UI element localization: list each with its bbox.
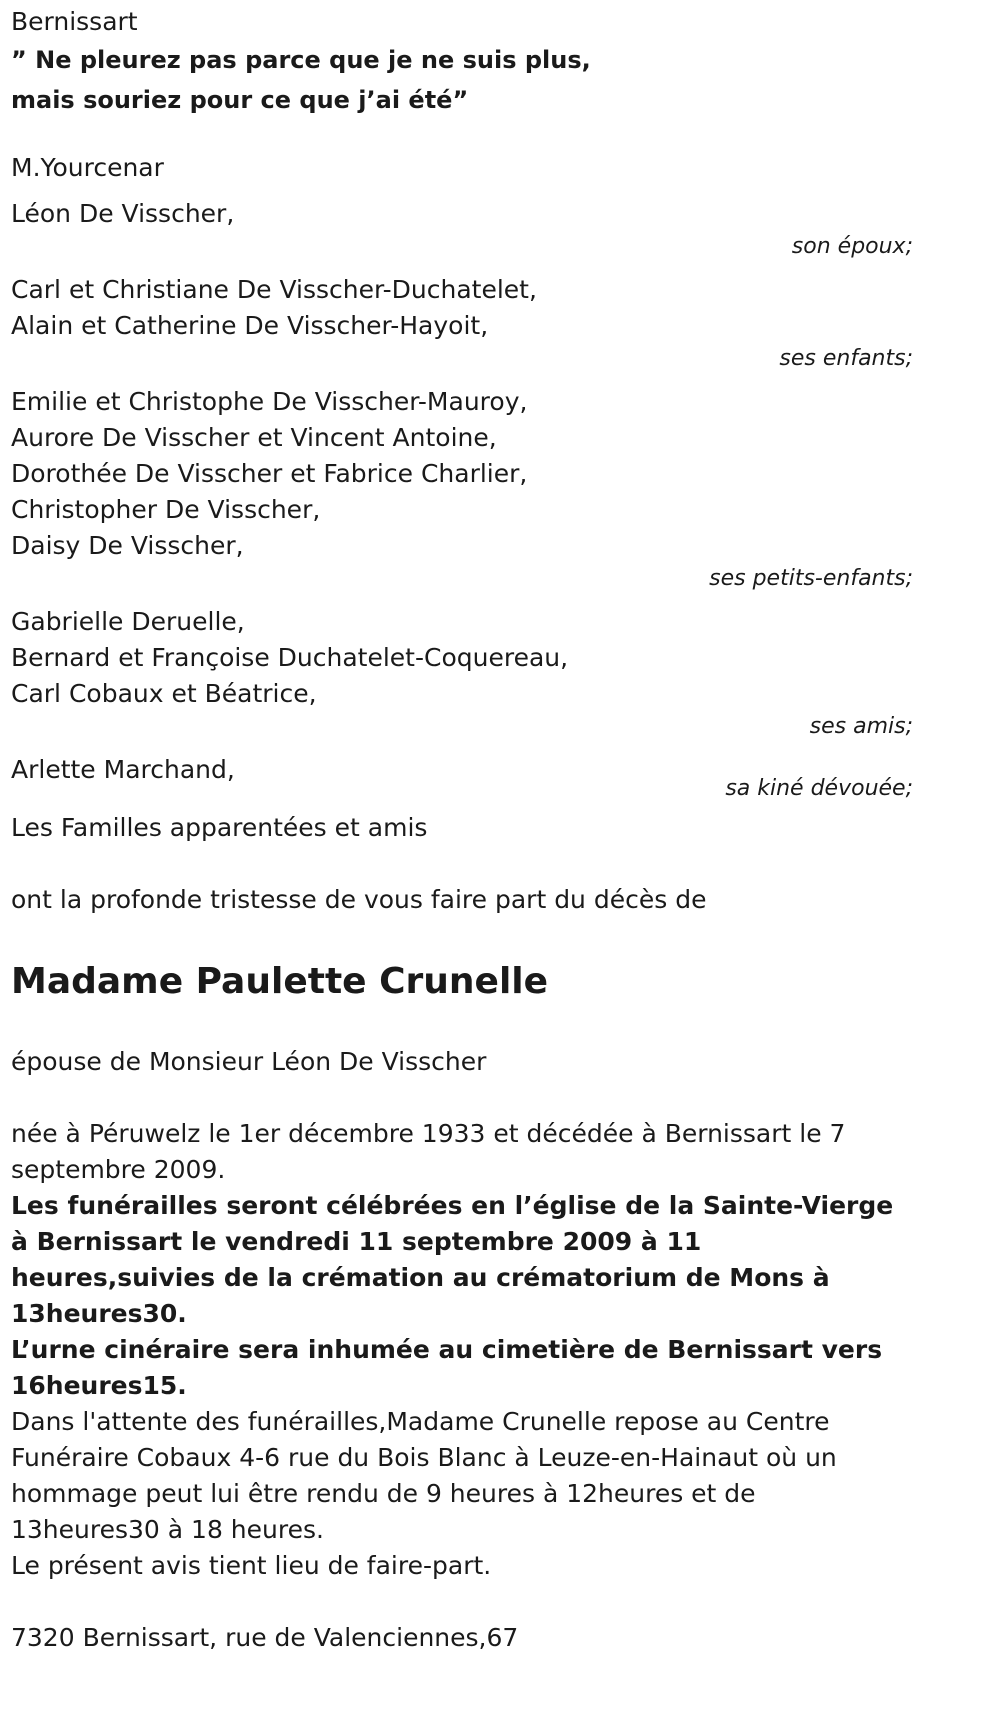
- family-group-children: [11, 272, 1000, 374]
- location: Bernissart: [11, 7, 138, 36]
- family-role: ses amis;: [809, 714, 913, 739]
- family-name: Léon De Visscher,: [11, 199, 235, 228]
- family-role: ses enfants;: [779, 346, 913, 371]
- family-name: Gabrielle Deruelle,: [11, 607, 245, 636]
- spouse-line: épouse de Monsieur Léon De Visscher: [11, 1047, 487, 1076]
- family-name: Bernard et Françoise Duchatelet-Coquereau,: [11, 643, 569, 672]
- family-name: Arlette Marchand,: [11, 755, 235, 784]
- family-name: Alain et Catherine De Visscher-Hayoit,: [11, 311, 489, 340]
- family-group-spouse: [11, 196, 1000, 262]
- families-line: Les Familles apparentées et amis: [11, 813, 428, 842]
- funeral-text: Les funérailles seront célébrées en l’église de la Sainte-Vierge à Bernissart le vendredi 11 septembre 2009 à 11 heures,suivies de la crémation au crématorium de Mons à 13heures30.: [11, 1191, 894, 1328]
- announcement: ont la profonde tristesse de vous faire part du décès de: [11, 885, 707, 914]
- family-group-physio: [11, 752, 1000, 804]
- family-name: Carl et Christiane De Visscher-Duchatelet,: [11, 275, 537, 304]
- family-name: Christopher De Visscher,: [11, 495, 321, 524]
- family-group-friends: [11, 604, 1000, 742]
- deceased-name: Madame Paulette Crunelle: [11, 961, 549, 1002]
- family-group-grandchildren: [11, 384, 1000, 594]
- address: 7320 Bernissart, rue de Valenciennes,67: [11, 1623, 519, 1652]
- family-name: Dorothée De Visscher et Fabrice Charlier,: [11, 459, 528, 488]
- family-name: Daisy De Visscher,: [11, 531, 244, 560]
- family-role: son époux;: [791, 234, 913, 259]
- family-name: Emilie et Christophe De Visscher-Mauroy,: [11, 387, 528, 416]
- family-role: sa kiné dévouée;: [725, 776, 913, 801]
- urn-text: L’urne cinéraire sera inhumée au cimetière de Bernissart vers 16heures15.: [11, 1335, 883, 1400]
- quote-author: M.Yourcenar: [11, 153, 164, 182]
- quote-line-2: mais souriez pour ce que j’ai été”: [11, 86, 469, 114]
- visitation-text: Dans l'attente des funérailles,Madame Crunelle repose au Centre Funéraire Cobaux 4-6 rue du Bois Blanc à Leuze-en-Hainaut où un hommage peut lui être rendu de 9 heures à 12heures et de 13heures30 à 18 heures.: [11, 1407, 837, 1544]
- birth-death-text: née à Péruwelz le 1er décembre 1933 et décédée à Bernissart le 7 septembre 2009.: [11, 1119, 846, 1184]
- notice-text: Le présent avis tient lieu de faire-part.: [11, 1551, 492, 1580]
- family-name: Aurore De Visscher et Vincent Antoine,: [11, 423, 497, 452]
- family-name: Carl Cobaux et Béatrice,: [11, 679, 317, 708]
- quote-line-1: ” Ne pleurez pas parce que je ne suis plus,: [11, 46, 591, 74]
- family-role: ses petits-enfants;: [709, 566, 913, 591]
